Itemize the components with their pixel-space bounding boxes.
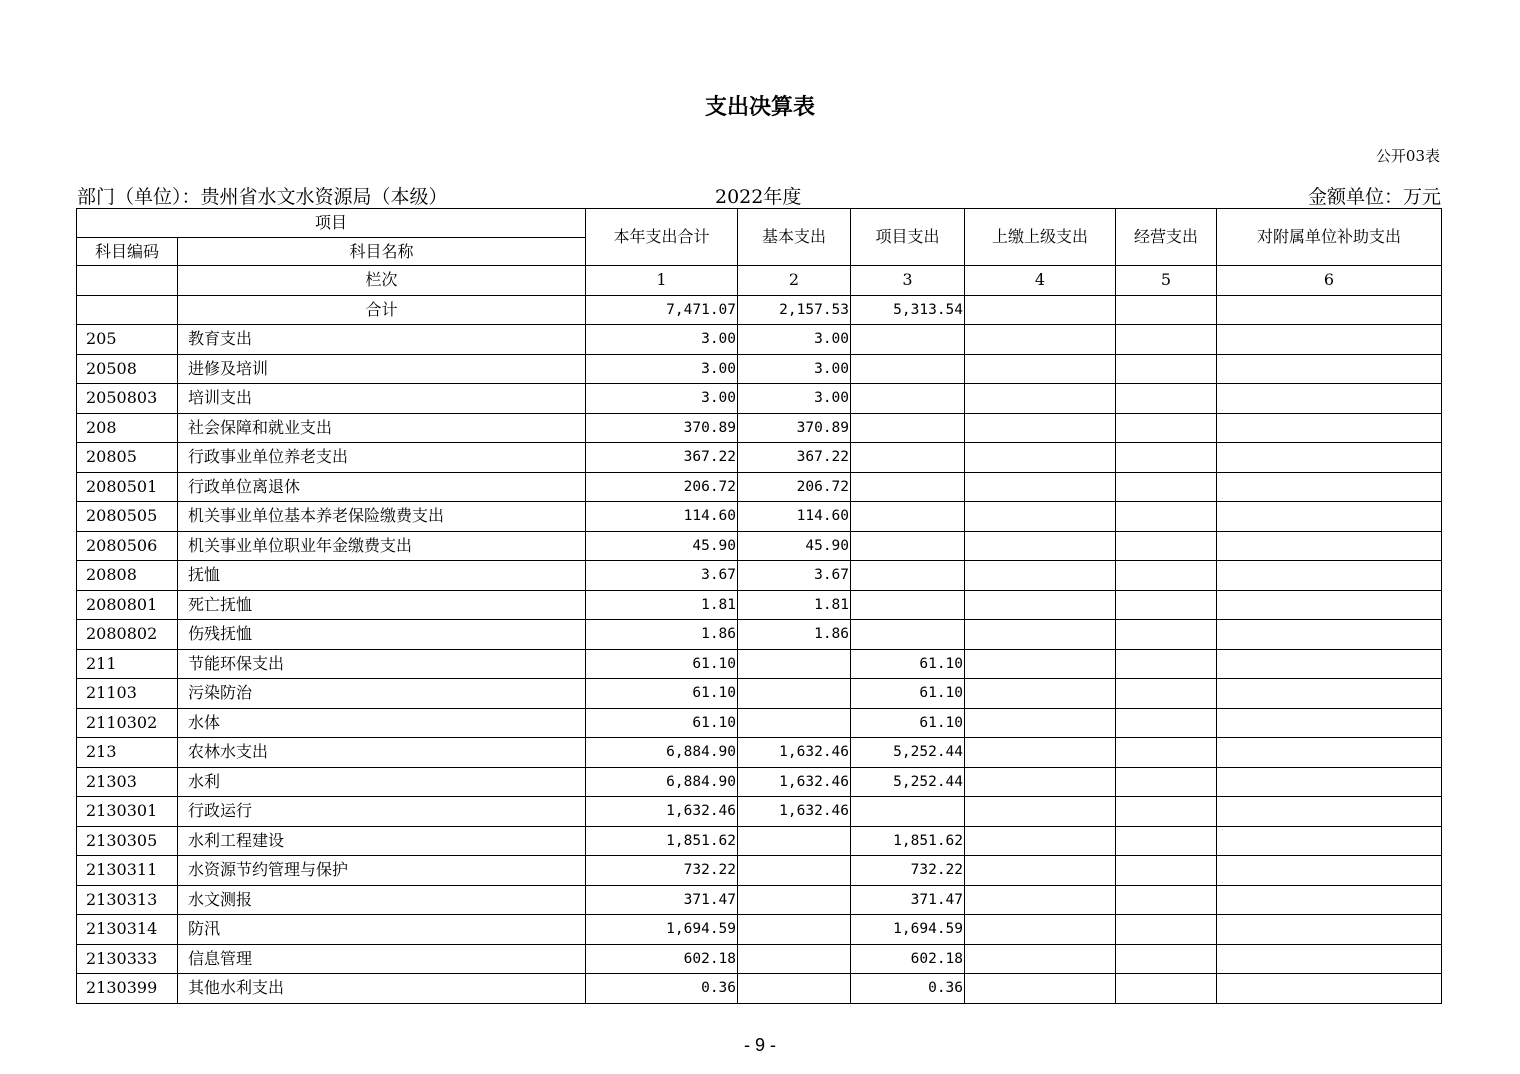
upper-amount	[965, 708, 1116, 738]
column-index-5: 5	[1116, 266, 1217, 296]
fiscal-year: 2022年度	[715, 186, 802, 208]
column-index-3: 3	[851, 266, 965, 296]
project-amount	[851, 797, 965, 827]
account-code: 2130313	[77, 885, 178, 915]
project-amount: 5,252.44	[851, 767, 965, 797]
account-code: 2130305	[77, 826, 178, 856]
subsidy-amount	[1217, 885, 1442, 915]
total-amount: 61.10	[586, 649, 738, 679]
header-row-1	[77, 209, 1442, 238]
account-code: 21303	[77, 767, 178, 797]
project-amount	[851, 413, 965, 443]
table-row	[77, 354, 1442, 384]
basic-amount: 1,632.46	[738, 797, 851, 827]
basic-amount: 370.89	[738, 413, 851, 443]
upper-amount	[965, 413, 1116, 443]
account-code: 211	[77, 649, 178, 679]
table-row	[77, 885, 1442, 915]
header-item: 项目	[77, 209, 586, 238]
business-amount	[1116, 531, 1217, 561]
column-index-2: 2	[738, 266, 851, 296]
business-amount	[1116, 354, 1217, 384]
account-code: 21103	[77, 679, 178, 709]
expenditure-table	[76, 208, 1442, 1004]
business-amount	[1116, 413, 1217, 443]
business-amount	[1116, 620, 1217, 650]
total-amount: 367.22	[586, 443, 738, 473]
basic-amount: 1,632.46	[738, 767, 851, 797]
subsidy-amount	[1217, 826, 1442, 856]
project-amount: 61.10	[851, 708, 965, 738]
header-upper: 上缴上级支出	[965, 209, 1116, 266]
basic-amount: 1.86	[738, 620, 851, 650]
project-amount	[851, 502, 965, 532]
project-amount	[851, 531, 965, 561]
project-amount: 371.47	[851, 885, 965, 915]
upper-amount	[965, 797, 1116, 827]
account-code: 2110302	[77, 708, 178, 738]
business-amount	[1116, 649, 1217, 679]
project-amount	[851, 472, 965, 502]
subsidy-amount	[1217, 797, 1442, 827]
business-amount	[1116, 944, 1217, 974]
table-row	[77, 384, 1442, 414]
table-row	[77, 856, 1442, 886]
subsidy-amount	[1217, 325, 1442, 355]
upper-amount	[965, 620, 1116, 650]
total-amount: 6,884.90	[586, 738, 738, 768]
account-code: 2080506	[77, 531, 178, 561]
currency-unit: 金额单位：万元	[1307, 186, 1441, 208]
total-amount: 61.10	[586, 679, 738, 709]
table-row	[77, 502, 1442, 532]
account-name: 抚恤	[178, 561, 586, 591]
project-amount: 5,252.44	[851, 738, 965, 768]
table-row	[77, 443, 1442, 473]
table-row	[77, 325, 1442, 355]
account-code: 208	[77, 413, 178, 443]
table-row	[77, 413, 1442, 443]
subsidy-amount	[1217, 944, 1442, 974]
business-amount	[1116, 325, 1217, 355]
table-row	[77, 531, 1442, 561]
subsidy-amount	[1217, 679, 1442, 709]
account-name: 行政事业单位养老支出	[178, 443, 586, 473]
upper-amount	[965, 856, 1116, 886]
header-project: 项目支出	[851, 209, 965, 266]
account-name: 伤残抚恤	[178, 620, 586, 650]
subsidy-amount	[1217, 767, 1442, 797]
subsidy-amount	[1217, 590, 1442, 620]
account-name: 水利工程建设	[178, 826, 586, 856]
upper-amount	[965, 531, 1116, 561]
business-amount	[1116, 384, 1217, 414]
basic-amount	[738, 885, 851, 915]
page-title: 支出决算表	[704, 95, 815, 120]
upper-amount	[965, 826, 1116, 856]
subsidy-amount	[1217, 708, 1442, 738]
project-amount	[851, 620, 965, 650]
project-amount: 1,694.59	[851, 915, 965, 945]
account-name: 教育支出	[178, 325, 586, 355]
total-amount: 370.89	[586, 413, 738, 443]
account-name: 水资源节约管理与保护	[178, 856, 586, 886]
total-amount: 1,851.62	[586, 826, 738, 856]
subsidy-amount	[1217, 472, 1442, 502]
header-basic: 基本支出	[738, 209, 851, 266]
table-row	[77, 649, 1442, 679]
basic-amount: 3.67	[738, 561, 851, 591]
subsidy-amount	[1217, 915, 1442, 945]
total-sum: 7,471.07	[586, 295, 738, 325]
project-amount: 61.10	[851, 649, 965, 679]
account-code: 2130333	[77, 944, 178, 974]
basic-amount: 45.90	[738, 531, 851, 561]
upper-amount	[965, 590, 1116, 620]
account-name: 社会保障和就业支出	[178, 413, 586, 443]
total-amount: 371.47	[586, 885, 738, 915]
account-name: 死亡抚恤	[178, 590, 586, 620]
subsidy-amount	[1217, 384, 1442, 414]
business-amount	[1116, 679, 1217, 709]
basic-amount: 114.60	[738, 502, 851, 532]
project-amount	[851, 443, 965, 473]
project-amount: 602.18	[851, 944, 965, 974]
form-number: 公开03表	[1375, 147, 1440, 165]
business-amount	[1116, 738, 1217, 768]
business-amount	[1116, 708, 1217, 738]
upper-amount	[965, 472, 1116, 502]
upper-amount	[965, 384, 1116, 414]
basic-amount: 3.00	[738, 384, 851, 414]
business-amount	[1116, 767, 1217, 797]
business-amount	[1116, 915, 1217, 945]
total-amount: 206.72	[586, 472, 738, 502]
table-row	[77, 708, 1442, 738]
business-amount	[1116, 590, 1217, 620]
business-amount	[1116, 826, 1217, 856]
account-name: 信息管理	[178, 944, 586, 974]
project-amount: 732.22	[851, 856, 965, 886]
business-amount	[1116, 797, 1217, 827]
upper-amount	[965, 679, 1116, 709]
total-amount: 732.22	[586, 856, 738, 886]
total-amount: 3.00	[586, 354, 738, 384]
business-amount	[1116, 974, 1217, 1004]
account-code: 2080505	[77, 502, 178, 532]
subsidy-amount	[1217, 413, 1442, 443]
account-code: 2130399	[77, 974, 178, 1004]
basic-amount: 1.81	[738, 590, 851, 620]
account-code: 2050803	[77, 384, 178, 414]
account-code: 2080802	[77, 620, 178, 650]
total-amount: 45.90	[586, 531, 738, 561]
total-amount: 3.00	[586, 325, 738, 355]
subsidy-amount	[1217, 354, 1442, 384]
upper-amount	[965, 974, 1116, 1004]
total-amount: 61.10	[586, 708, 738, 738]
department-label: 部门（单位）：贵州省水文水资源局（本级）	[77, 186, 448, 208]
header-business: 经营支出	[1116, 209, 1217, 266]
header-name: 科目名称	[178, 238, 586, 266]
account-code: 2130301	[77, 797, 178, 827]
total-row	[77, 295, 1442, 325]
account-code: 2130314	[77, 915, 178, 945]
subsidy-amount	[1217, 561, 1442, 591]
total-amount: 1.81	[586, 590, 738, 620]
upper-amount	[965, 915, 1116, 945]
basic-amount: 3.00	[738, 354, 851, 384]
basic-amount: 1,632.46	[738, 738, 851, 768]
project-amount: 0.36	[851, 974, 965, 1004]
project-amount	[851, 325, 965, 355]
upper-amount	[965, 354, 1116, 384]
table-row	[77, 738, 1442, 768]
account-name: 节能环保支出	[178, 649, 586, 679]
account-name: 进修及培训	[178, 354, 586, 384]
table-row	[77, 915, 1442, 945]
table-row	[77, 679, 1442, 709]
upper-amount	[965, 767, 1116, 797]
upper-amount	[965, 443, 1116, 473]
account-name: 防汛	[178, 915, 586, 945]
column-index-6: 6	[1217, 266, 1442, 296]
account-name: 行政单位离退休	[178, 472, 586, 502]
basic-amount	[738, 944, 851, 974]
account-code: 2130311	[77, 856, 178, 886]
basic-amount: 367.22	[738, 443, 851, 473]
table-row	[77, 767, 1442, 797]
account-code: 205	[77, 325, 178, 355]
total-amount: 3.67	[586, 561, 738, 591]
account-name: 其他水利支出	[178, 974, 586, 1004]
account-name: 机关事业单位职业年金缴费支出	[178, 531, 586, 561]
account-code: 2080501	[77, 472, 178, 502]
subsidy-amount	[1217, 531, 1442, 561]
basic-amount	[738, 856, 851, 886]
column-index-label: 栏次	[178, 266, 586, 296]
basic-amount	[738, 826, 851, 856]
total-label: 合计	[178, 295, 586, 325]
basic-amount: 3.00	[738, 325, 851, 355]
account-name: 机关事业单位基本养老保险缴费支出	[178, 502, 586, 532]
project-amount	[851, 561, 965, 591]
header-code: 科目编码	[77, 238, 178, 266]
upper-amount	[965, 885, 1116, 915]
header-subsidy: 对附属单位补助支出	[1217, 209, 1442, 266]
table-row	[77, 974, 1442, 1004]
total-project: 5,313.54	[851, 295, 965, 325]
total-amount: 3.00	[586, 384, 738, 414]
table-row	[77, 561, 1442, 591]
header-total: 本年支出合计	[586, 209, 738, 266]
table-row	[77, 797, 1442, 827]
project-amount: 1,851.62	[851, 826, 965, 856]
subsidy-amount	[1217, 856, 1442, 886]
total-amount: 6,884.90	[586, 767, 738, 797]
basic-amount	[738, 974, 851, 1004]
subsidy-amount	[1217, 443, 1442, 473]
upper-amount	[965, 649, 1116, 679]
table-row	[77, 590, 1442, 620]
account-name: 污染防治	[178, 679, 586, 709]
basic-amount	[738, 708, 851, 738]
table-row	[77, 620, 1442, 650]
column-index-1: 1	[586, 266, 738, 296]
basic-amount: 206.72	[738, 472, 851, 502]
report-meta	[77, 182, 1441, 208]
upper-amount	[965, 325, 1116, 355]
upper-amount	[965, 944, 1116, 974]
account-name: 行政运行	[178, 797, 586, 827]
basic-amount	[738, 649, 851, 679]
business-amount	[1116, 443, 1217, 473]
page-number: - 9 -	[743, 1035, 776, 1055]
account-code: 20805	[77, 443, 178, 473]
basic-amount	[738, 915, 851, 945]
subsidy-amount	[1217, 620, 1442, 650]
business-amount	[1116, 885, 1217, 915]
project-amount	[851, 384, 965, 414]
total-amount: 0.36	[586, 974, 738, 1004]
business-amount	[1116, 472, 1217, 502]
table-row	[77, 826, 1442, 856]
table-row	[77, 944, 1442, 974]
total-amount: 1,694.59	[586, 915, 738, 945]
account-code: 2080801	[77, 590, 178, 620]
column-index-4: 4	[965, 266, 1116, 296]
account-name: 培训支出	[178, 384, 586, 414]
subsidy-amount	[1217, 974, 1442, 1004]
account-code: 213	[77, 738, 178, 768]
account-name: 水文测报	[178, 885, 586, 915]
subsidy-amount	[1217, 649, 1442, 679]
total-amount: 602.18	[586, 944, 738, 974]
project-amount	[851, 590, 965, 620]
business-amount	[1116, 561, 1217, 591]
account-code: 20508	[77, 354, 178, 384]
total-amount: 1,632.46	[586, 797, 738, 827]
upper-amount	[965, 502, 1116, 532]
column-index-row	[77, 266, 1442, 296]
table-row	[77, 472, 1442, 502]
business-amount	[1116, 856, 1217, 886]
total-amount: 1.86	[586, 620, 738, 650]
project-amount	[851, 354, 965, 384]
account-name: 农林水支出	[178, 738, 586, 768]
basic-amount	[738, 679, 851, 709]
account-name: 水体	[178, 708, 586, 738]
business-amount	[1116, 502, 1217, 532]
project-amount: 61.10	[851, 679, 965, 709]
account-name: 水利	[178, 767, 586, 797]
upper-amount	[965, 561, 1116, 591]
upper-amount	[965, 738, 1116, 768]
subsidy-amount	[1217, 738, 1442, 768]
subsidy-amount	[1217, 502, 1442, 532]
account-code: 20808	[77, 561, 178, 591]
total-basic: 2,157.53	[738, 295, 851, 325]
total-amount: 114.60	[586, 502, 738, 532]
